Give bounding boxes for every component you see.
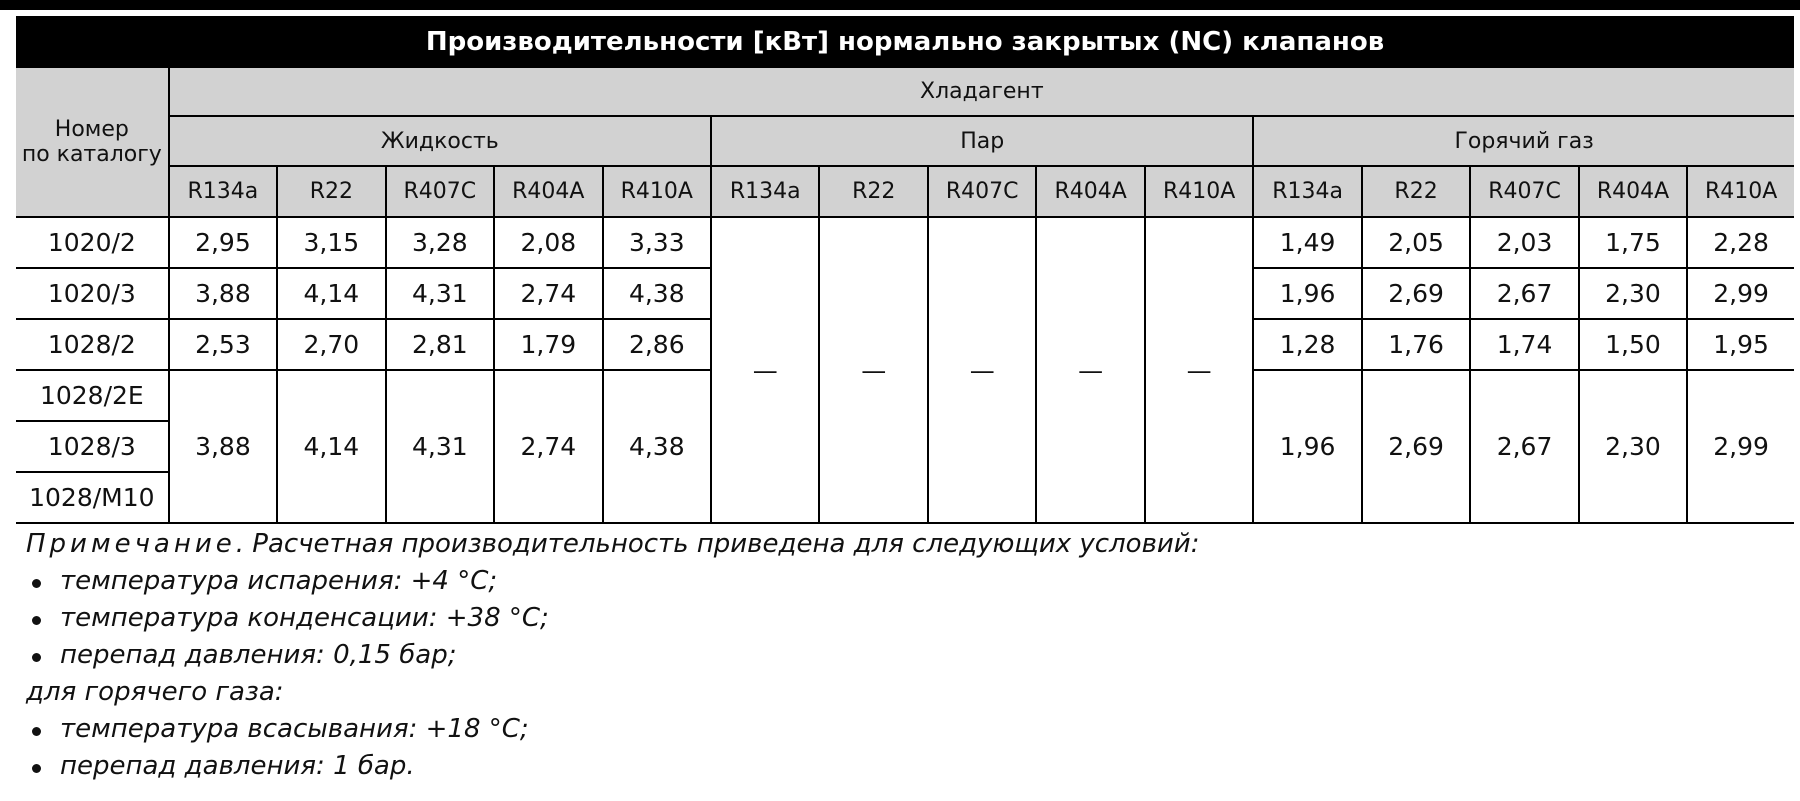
- hotgas-value-cell: 2,69: [1362, 370, 1470, 523]
- note-bullet-text: температура испарения: +4 °C;: [60, 566, 498, 596]
- note-intro: . Расчетная производительность приведена для следующих условий:: [235, 529, 1200, 559]
- refrigerant-subheader: R134a: [711, 166, 819, 217]
- refrigerant-subheader: R410A: [1145, 166, 1253, 217]
- hotgas-value-cell: 1,28: [1253, 319, 1361, 370]
- liquid-value-cell: 2,86: [603, 319, 711, 370]
- refrigerant-subheader: R22: [1362, 166, 1470, 217]
- hotgas-value-cell: 1,50: [1579, 319, 1687, 370]
- refrigerant-subheader: R404A: [1036, 166, 1144, 217]
- refrigerant-subheader: R22: [819, 166, 927, 217]
- liquid-value-cell: 3,88: [169, 268, 277, 319]
- liquid-value-cell: 4,31: [386, 268, 494, 319]
- hotgas-value-cell: 2,28: [1687, 217, 1794, 268]
- refrigerant-subheader: R134a: [1253, 166, 1361, 217]
- liquid-value-cell: 4,38: [603, 268, 711, 319]
- hotgas-value-cell: 2,03: [1470, 217, 1578, 268]
- liquid-value-cell: 4,31: [386, 370, 494, 523]
- refrigerant-subheader: R134a: [169, 166, 277, 217]
- catalog-number-cell: 1028/2E: [39, 381, 144, 410]
- refrigerant-subheader: R407C: [1470, 166, 1578, 217]
- refrigerant-subheader: R404A: [494, 166, 602, 217]
- catalog-number-cell: 1028/2: [16, 319, 169, 370]
- hotgas-value-cell: 1,74: [1470, 319, 1578, 370]
- hotgas-value-cell: 1,95: [1687, 319, 1794, 370]
- note-bullet: [26, 711, 1726, 748]
- group-header-vapor: Пар: [711, 116, 1253, 166]
- liquid-value-cell: 2,74: [494, 268, 602, 319]
- bullet-icon: [32, 653, 41, 662]
- liquid-value-cell: 2,81: [386, 319, 494, 370]
- bullet-icon: [32, 727, 41, 736]
- table-row: [16, 217, 1794, 268]
- liquid-value-cell: 4,38: [603, 370, 711, 523]
- liquid-value-cell: 3,15: [277, 217, 385, 268]
- hotgas-value-cell: 2,67: [1470, 268, 1578, 319]
- liquid-value-cell: 4,14: [277, 268, 385, 319]
- note-bullet-text: перепад давления: 0,15 бар;: [60, 640, 457, 670]
- catalog-header-line1: Номер: [54, 117, 129, 142]
- liquid-value-cell: 2,74: [494, 370, 602, 523]
- vapor-value-cell: —: [928, 217, 1036, 523]
- top-border: [0, 0, 1800, 10]
- hotgas-value-cell: 1,76: [1362, 319, 1470, 370]
- hotgas-value-cell: 1,96: [1253, 268, 1361, 319]
- liquid-value-cell: 2,53: [169, 319, 277, 370]
- hotgas-value-cell: 1,75: [1579, 217, 1687, 268]
- hotgas-value-cell: 2,30: [1579, 268, 1687, 319]
- note-bullet-text: перепад давления: 1 бар.: [60, 751, 415, 781]
- note-bullet: [26, 637, 1726, 674]
- notes-block: [26, 526, 1726, 785]
- refrigerant-subheader: R404A: [1579, 166, 1687, 217]
- table-title: Производительности [кВт] нормально закрытых (NC) клапанов: [16, 16, 1794, 68]
- hotgas-value-cell: 2,05: [1362, 217, 1470, 268]
- hotgas-value-cell: 2,99: [1687, 370, 1794, 523]
- group-header-hotgas: Горячий газ: [1253, 116, 1794, 166]
- hotgas-value-cell: 2,30: [1579, 370, 1687, 523]
- liquid-value-cell: 2,70: [277, 319, 385, 370]
- refrigerant-subheader-row: [16, 166, 1794, 217]
- catalog-number-cell: 1028/M10: [16, 472, 169, 523]
- catalog-number-cell: 1020/2: [16, 217, 169, 268]
- liquid-value-cell: 1,79: [494, 319, 602, 370]
- bullet-icon: [32, 579, 41, 588]
- hotgas-value-cell: 2,67: [1470, 370, 1578, 523]
- table-body: [16, 217, 1794, 523]
- liquid-value-cell: 2,08: [494, 217, 602, 268]
- refrigerant-subheader: R410A: [1687, 166, 1794, 217]
- hotgas-value-cell: 2,99: [1687, 268, 1794, 319]
- hotgas-value-cell: 1,49: [1253, 217, 1361, 268]
- liquid-value-cell: 2,95: [169, 217, 277, 268]
- vapor-value-cell: —: [1145, 217, 1253, 523]
- vapor-value-cell: —: [1036, 217, 1144, 523]
- hotgas-value-cell: 2,69: [1362, 268, 1470, 319]
- catalog-header-line2: по каталогу: [21, 142, 162, 167]
- refrigerant-subheader: R410A: [603, 166, 711, 217]
- group-header-liquid: Жидкость: [169, 116, 711, 166]
- note-intro-line: [26, 526, 1726, 563]
- note-bullet-text: температура конденсации: +38 °C;: [60, 603, 549, 633]
- liquid-value-cell: 3,33: [603, 217, 711, 268]
- bullet-icon: [32, 616, 41, 625]
- vapor-value-cell: —: [711, 217, 819, 523]
- catalog-number-cell: 1020/3: [16, 268, 169, 319]
- note-bullet: [26, 563, 1726, 600]
- note-bullet-text: температура всасывания: +18 °C;: [60, 714, 529, 744]
- catalog-number-cell: 1028/3: [16, 421, 169, 472]
- refrigerant-subheader: R22: [277, 166, 385, 217]
- bullet-icon: [32, 764, 41, 773]
- catalog-number-header: [16, 68, 169, 217]
- liquid-value-cell: 4,14: [277, 370, 385, 523]
- capacity-table: [16, 16, 1794, 524]
- note-hotgas-label: для горячего газа:: [26, 677, 284, 707]
- note-bullet: [26, 748, 1726, 785]
- liquid-value-cell: 3,28: [386, 217, 494, 268]
- refrigerant-subheader: R407C: [386, 166, 494, 217]
- note-bullet: [26, 600, 1726, 637]
- refrigerant-subheader: R407C: [928, 166, 1036, 217]
- liquid-value-cell: 3,88: [169, 370, 277, 523]
- hotgas-value-cell: 1,96: [1253, 370, 1361, 523]
- vapor-value-cell: —: [819, 217, 927, 523]
- note-label: Примечание: [26, 529, 236, 559]
- refrigerant-header: Хладагент: [169, 68, 1794, 116]
